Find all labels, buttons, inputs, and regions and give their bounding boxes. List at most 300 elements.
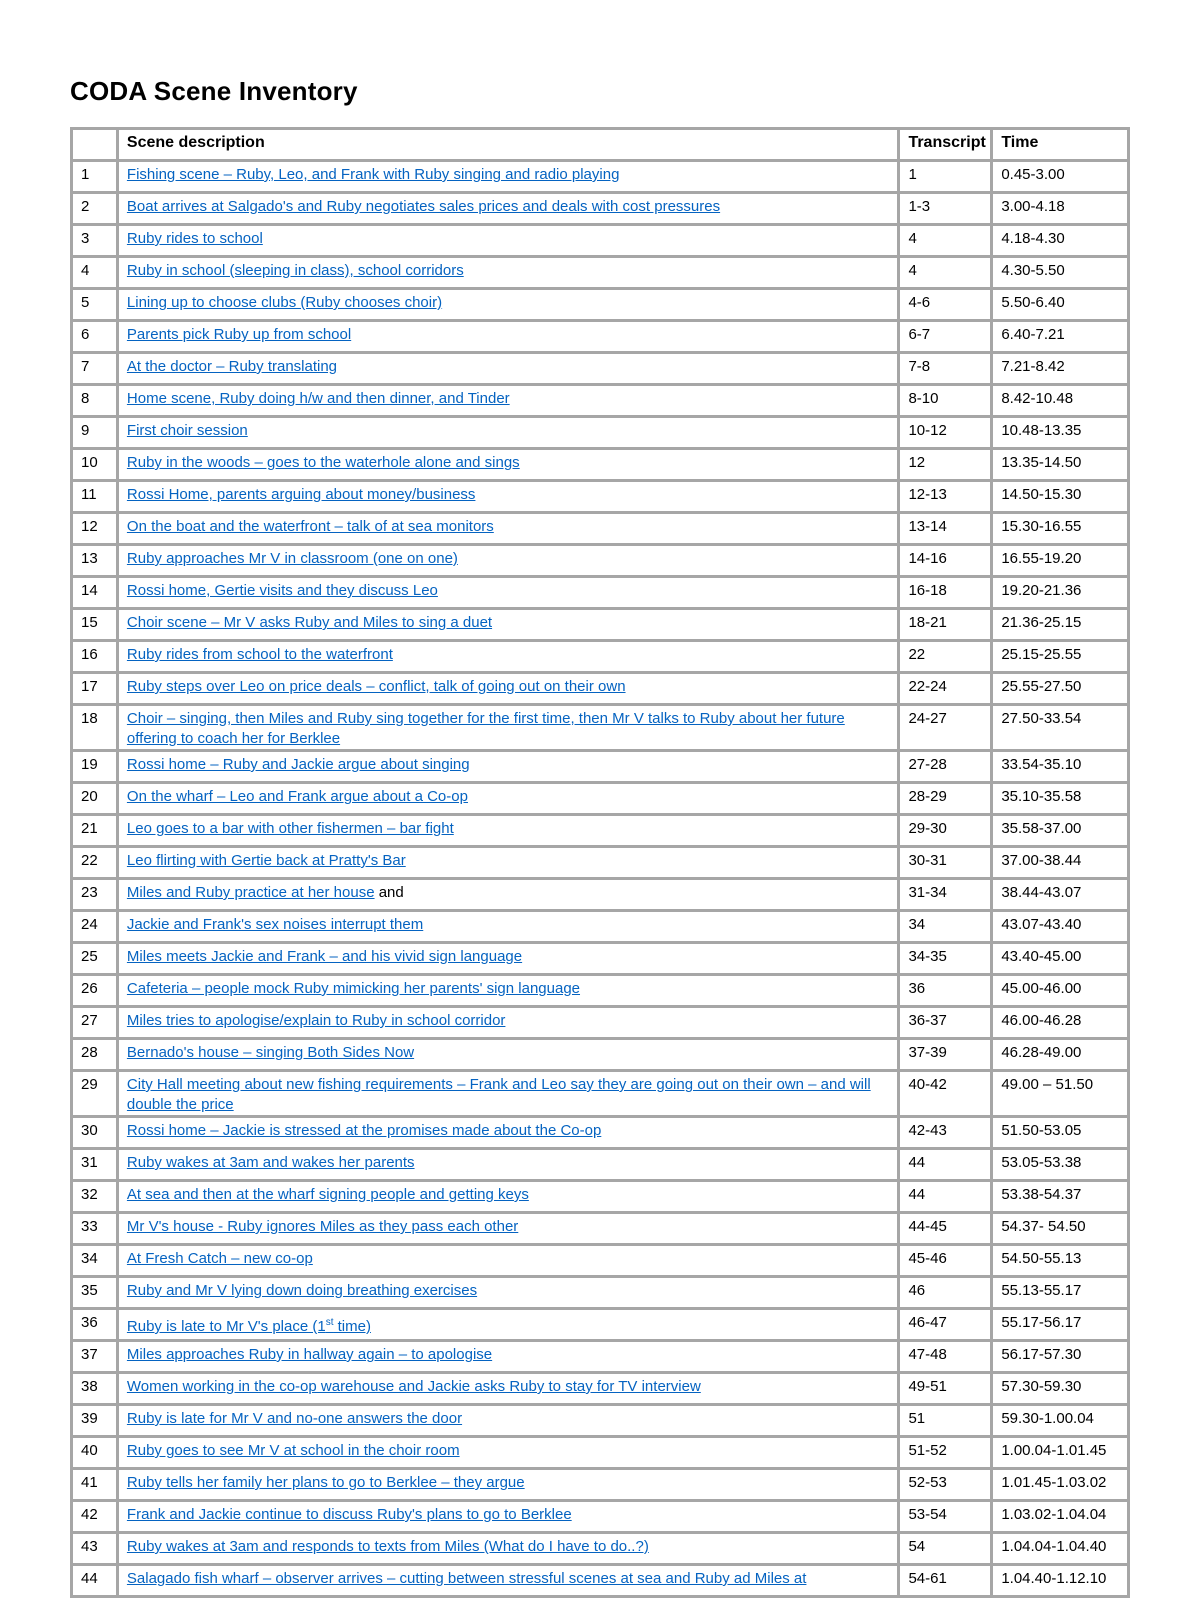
transcript-pages: 44 [899, 1181, 992, 1213]
scene-time: 53.38-54.37 [992, 1181, 1129, 1213]
scene-time: 1.03.02-1.04.04 [992, 1501, 1129, 1533]
scene-description-cell [117, 705, 899, 751]
scene-link-text: Boat arrives at Salgado's and Ruby negotiates sales prices and deals with cost pressures [126, 198, 721, 215]
scene-link[interactable] [127, 518, 494, 535]
scene-time: 54.37- 54.50 [992, 1213, 1129, 1245]
scene-time: 1.04.40-1.12.10 [992, 1565, 1129, 1597]
table-row [72, 449, 1129, 481]
transcript-pages: 1 [899, 161, 992, 193]
table-row [72, 705, 1129, 751]
scene-time: 0.45-3.00 [992, 161, 1129, 193]
scene-time: 4.30-5.50 [992, 257, 1129, 289]
scene-link[interactable] [127, 358, 337, 375]
scene-link-text: Ruby steps over Leo on price deals – conflict, talk of going out on their own [126, 678, 626, 695]
table-row [72, 161, 1129, 193]
transcript-pages: 7-8 [899, 353, 992, 385]
table-row [72, 783, 1129, 815]
scene-link[interactable] [127, 1346, 492, 1363]
scene-link-text: Leo flirting with Gertie back at Pratty's Bar [126, 852, 406, 869]
transcript-pages: 14-16 [899, 545, 992, 577]
scene-link[interactable] [127, 1378, 701, 1395]
scene-description-cell [117, 1071, 899, 1117]
scene-number: 31 [72, 1149, 118, 1181]
scene-link-text: Ruby tells her family her plans to go to Berklee – they argue [126, 1474, 525, 1491]
header-number [72, 129, 118, 161]
scene-link[interactable] [127, 1410, 462, 1427]
table-row [72, 1405, 1129, 1437]
table-row [72, 417, 1129, 449]
transcript-pages: 22-24 [899, 673, 992, 705]
scene-link[interactable] [127, 422, 248, 439]
scene-link[interactable] [127, 1218, 518, 1235]
table-row [72, 481, 1129, 513]
table-row [72, 1533, 1129, 1565]
transcript-pages: 46-47 [899, 1309, 992, 1341]
scene-number: 32 [72, 1181, 118, 1213]
transcript-pages: 47-48 [899, 1341, 992, 1373]
table-row [72, 513, 1129, 545]
scene-description-cell [117, 193, 899, 225]
scene-number: 26 [72, 975, 118, 1007]
scene-link-text: City Hall meeting about new fishing requirements – Frank and Leo say they are going out on their own – and will double the price [126, 1076, 871, 1113]
scene-description-cell [117, 1501, 899, 1533]
scene-link-text: Ruby rides to school [126, 230, 263, 247]
table-row [72, 385, 1129, 417]
scene-time: 10.48-13.35 [992, 417, 1129, 449]
scene-link-text: Mr V's house - Ruby ignores Miles as they pass each other [126, 1218, 519, 1235]
transcript-pages: 22 [899, 641, 992, 673]
scene-description-cell [117, 257, 899, 289]
scene-link[interactable] [127, 1044, 414, 1061]
scene-link[interactable] [127, 1282, 477, 1299]
scene-link[interactable] [127, 1186, 529, 1203]
scene-link-text: Ruby is late for Mr V and no-one answers the door [126, 1410, 463, 1427]
scene-time: 33.54-35.10 [992, 751, 1129, 783]
table-row [72, 1469, 1129, 1501]
scene-description-cell [117, 353, 899, 385]
scene-link-text: Frank and Jackie continue to discuss Ruby's plans to go to Berklee [126, 1506, 572, 1523]
table-row [72, 1245, 1129, 1277]
scene-link-text: Parents pick Ruby up from school [126, 326, 352, 343]
scene-link-text: Leo goes to a bar with other fishermen – bar fight [126, 820, 454, 837]
scene-number: 12 [72, 513, 118, 545]
scene-link[interactable] [127, 820, 454, 837]
scene-number: 36 [72, 1309, 118, 1341]
scene-link[interactable] [127, 614, 492, 631]
scene-description-cell [117, 225, 899, 257]
transcript-pages: 44 [899, 1149, 992, 1181]
scene-number: 8 [72, 385, 118, 417]
table-row [72, 225, 1129, 257]
scene-description-cell [117, 481, 899, 513]
scene-number: 28 [72, 1039, 118, 1071]
scene-link[interactable] [127, 980, 580, 997]
scene-description-cell [117, 1309, 899, 1341]
scene-description-cell [117, 1469, 899, 1501]
transcript-pages: 6-7 [899, 321, 992, 353]
scene-time: 1.01.45-1.03.02 [992, 1469, 1129, 1501]
scene-time: 3.00-4.18 [992, 193, 1129, 225]
scene-description-cell [117, 847, 899, 879]
table-row [72, 1309, 1129, 1341]
transcript-pages: 28-29 [899, 783, 992, 815]
scene-number: 20 [72, 783, 118, 815]
scene-number: 30 [72, 1117, 118, 1149]
scene-link-text: Jackie and Frank's sex noises interrupt them [126, 916, 424, 933]
scene-number: 38 [72, 1373, 118, 1405]
transcript-pages: 24-27 [899, 705, 992, 751]
document-title: CODA Scene Inventory [70, 76, 358, 106]
scene-link-text: Ruby wakes at 3am and wakes her parents [126, 1154, 415, 1171]
transcript-pages: 10-12 [899, 417, 992, 449]
scene-time: 49.00 – 51.50 [992, 1071, 1129, 1117]
transcript-pages: 34 [899, 911, 992, 943]
transcript-pages: 36 [899, 975, 992, 1007]
transcript-pages: 51 [899, 1405, 992, 1437]
table-row [72, 1181, 1129, 1213]
scene-link-text: Women working in the co-op warehouse and Jackie asks Ruby to stay for TV interview [126, 1378, 701, 1395]
scene-link[interactable] [127, 262, 464, 279]
transcript-pages: 29-30 [899, 815, 992, 847]
scene-link[interactable] [127, 1076, 871, 1113]
scene-inventory-table [70, 127, 1130, 1598]
scene-link[interactable] [127, 582, 438, 599]
scene-description-cell [117, 577, 899, 609]
scene-link-text: Rossi home – Jackie is stressed at the promises made about the Co-op [126, 1122, 602, 1139]
scene-link[interactable] [127, 550, 458, 567]
transcript-pages: 52-53 [899, 1469, 992, 1501]
transcript-pages: 1-3 [899, 193, 992, 225]
scene-time: 1.00.04-1.01.45 [992, 1437, 1129, 1469]
scene-time: 55.13-55.17 [992, 1277, 1129, 1309]
transcript-pages: 42-43 [899, 1117, 992, 1149]
scene-number: 37 [72, 1341, 118, 1373]
scene-link[interactable] [127, 1474, 525, 1491]
scene-link[interactable] [127, 1442, 460, 1459]
scene-description-cell [117, 943, 899, 975]
scene-time: 54.50-55.13 [992, 1245, 1129, 1277]
scene-link[interactable] [127, 166, 620, 183]
scene-description-cell [117, 513, 899, 545]
scene-link[interactable] [127, 294, 442, 311]
scene-number: 14 [72, 577, 118, 609]
scene-description-cell [117, 1341, 899, 1373]
transcript-pages: 36-37 [899, 1007, 992, 1039]
table-row [72, 751, 1129, 783]
scene-link[interactable] [127, 1250, 313, 1267]
table-row [72, 1117, 1129, 1149]
scene-link[interactable] [127, 852, 406, 869]
transcript-pages: 53-54 [899, 1501, 992, 1533]
scene-link[interactable] [127, 486, 476, 503]
scene-link[interactable] [127, 788, 468, 805]
scene-number: 5 [72, 289, 118, 321]
transcript-pages: 4-6 [899, 289, 992, 321]
scene-link[interactable] [127, 1318, 371, 1335]
scene-time: 7.21-8.42 [992, 353, 1129, 385]
scene-description-cell [117, 783, 899, 815]
transcript-pages: 4 [899, 225, 992, 257]
scene-number: 7 [72, 353, 118, 385]
table-row [72, 1277, 1129, 1309]
table-row [72, 321, 1129, 353]
scene-link[interactable] [127, 1012, 506, 1029]
scene-number: 11 [72, 481, 118, 513]
scene-link-text: Ruby is late to Mr V's place (1 [126, 1318, 326, 1335]
scene-number: 39 [72, 1405, 118, 1437]
scene-description-cell [117, 1437, 899, 1469]
scene-link-text: First choir session [126, 422, 248, 439]
scene-description-cell [117, 1181, 899, 1213]
transcript-pages: 16-18 [899, 577, 992, 609]
scene-link[interactable] [127, 454, 520, 471]
scene-time: 53.05-53.38 [992, 1149, 1129, 1181]
scene-number: 17 [72, 673, 118, 705]
scene-description-cell [117, 1213, 899, 1245]
scene-description-cell [117, 609, 899, 641]
scene-link-text: Salagado fish wharf – observer arrives – cutting between stressful scenes at sea and Ruby ad Miles at [126, 1570, 807, 1587]
scene-description-cell [117, 1007, 899, 1039]
table-row [72, 1501, 1129, 1533]
scene-description-cell [117, 673, 899, 705]
scene-link[interactable] [127, 756, 470, 773]
transcript-pages: 34-35 [899, 943, 992, 975]
table-row [72, 1565, 1129, 1597]
scene-link[interactable] [127, 916, 423, 933]
header-time: Time [992, 129, 1129, 161]
scene-number: 4 [72, 257, 118, 289]
table-row [72, 911, 1129, 943]
transcript-pages: 12 [899, 449, 992, 481]
table-row [72, 975, 1129, 1007]
scene-time: 8.42-10.48 [992, 385, 1129, 417]
scene-description-cell [117, 545, 899, 577]
scene-description-cell [117, 751, 899, 783]
scene-link-text: On the boat and the waterfront – talk of at sea monitors [126, 518, 494, 535]
scene-link-text: Miles meets Jackie and Frank – and his vivid sign language [126, 948, 523, 965]
scene-time: 43.40-45.00 [992, 943, 1129, 975]
scene-number: 22 [72, 847, 118, 879]
scene-description-cell [117, 1405, 899, 1437]
scene-link-text-tail: time) [333, 1318, 371, 1335]
scene-number: 21 [72, 815, 118, 847]
scene-description-cell [117, 911, 899, 943]
scene-link-text: Rossi home, Gertie visits and they discuss Leo [126, 582, 438, 599]
scene-time: 56.17-57.30 [992, 1341, 1129, 1373]
table-row [72, 673, 1129, 705]
transcript-pages: 4 [899, 257, 992, 289]
scene-link-text: Ruby approaches Mr V in classroom (one on one) [126, 550, 458, 567]
scene-number: 25 [72, 943, 118, 975]
table-row [72, 1213, 1129, 1245]
scene-link-text: Ruby wakes at 3am and responds to texts from Miles (What do I have to do..?) [126, 1538, 649, 1555]
table-row [72, 1007, 1129, 1039]
transcript-pages: 40-42 [899, 1071, 992, 1117]
scene-link[interactable] [127, 198, 720, 215]
scene-description-cell [117, 385, 899, 417]
transcript-pages: 8-10 [899, 385, 992, 417]
scene-link[interactable] [127, 646, 393, 663]
scene-time: 51.50-53.05 [992, 1117, 1129, 1149]
scene-time: 25.55-27.50 [992, 673, 1129, 705]
scene-link-text: Choir – singing, then Miles and Ruby sing together for the first time, then Mr V talks to Ruby about her future offering to coach her for Berklee [126, 710, 845, 747]
table-row [72, 353, 1129, 385]
scene-time: 5.50-6.40 [992, 289, 1129, 321]
scene-number: 44 [72, 1565, 118, 1597]
table-row [72, 1437, 1129, 1469]
scene-link-text: Ruby in school (sleeping in class), school corridors [126, 262, 464, 279]
scene-number: 2 [72, 193, 118, 225]
scene-time: 55.17-56.17 [992, 1309, 1129, 1341]
scene-link-text: Ruby and Mr V lying down doing breathing exercises [126, 1282, 478, 1299]
scene-number: 34 [72, 1245, 118, 1277]
scene-time: 13.35-14.50 [992, 449, 1129, 481]
scene-number: 9 [72, 417, 118, 449]
scene-number: 40 [72, 1437, 118, 1469]
transcript-pages: 46 [899, 1277, 992, 1309]
scene-link[interactable] [127, 884, 375, 901]
scene-link[interactable] [127, 1506, 572, 1523]
scene-description-cell [117, 1565, 899, 1597]
table-row [72, 879, 1129, 911]
scene-time: 59.30-1.00.04 [992, 1405, 1129, 1437]
scene-link-text: At the doctor – Ruby translating [126, 358, 338, 375]
scene-time: 57.30-59.30 [992, 1373, 1129, 1405]
scene-link[interactable] [127, 710, 845, 747]
scene-link[interactable] [127, 948, 522, 965]
scene-link-text: Lining up to choose clubs (Ruby chooses choir) [126, 294, 443, 311]
scene-description-cell [117, 879, 899, 911]
scene-description-cell [117, 289, 899, 321]
scene-number: 15 [72, 609, 118, 641]
scene-link[interactable] [127, 390, 510, 407]
scene-number: 29 [72, 1071, 118, 1117]
table-row [72, 577, 1129, 609]
transcript-pages: 54-61 [899, 1565, 992, 1597]
scene-description-cell [117, 815, 899, 847]
table-row [72, 1149, 1129, 1181]
scene-number: 13 [72, 545, 118, 577]
table-row [72, 545, 1129, 577]
scene-time: 43.07-43.40 [992, 911, 1129, 943]
scene-description-cell [117, 1149, 899, 1181]
transcript-pages: 18-21 [899, 609, 992, 641]
scene-description-cell [117, 1533, 899, 1565]
plain-text: and [374, 884, 404, 901]
scene-number: 23 [72, 879, 118, 911]
scene-link[interactable] [127, 1154, 415, 1171]
scene-description-cell [117, 417, 899, 449]
scene-number: 6 [72, 321, 118, 353]
table-row [72, 641, 1129, 673]
table-row [72, 847, 1129, 879]
table-row [72, 289, 1129, 321]
scene-number: 1 [72, 161, 118, 193]
scene-number: 18 [72, 705, 118, 751]
scene-link-text: Bernado's house – singing Both Sides Now [126, 1044, 415, 1061]
superscript: st [325, 1317, 334, 1328]
scene-number: 19 [72, 751, 118, 783]
scene-time: 38.44-43.07 [992, 879, 1129, 911]
scene-number: 41 [72, 1469, 118, 1501]
scene-description-cell [117, 449, 899, 481]
scene-link[interactable] [127, 1538, 649, 1555]
scene-number: 43 [72, 1533, 118, 1565]
header-transcript: Transcript [899, 129, 992, 161]
scene-number: 35 [72, 1277, 118, 1309]
scene-link-text: Miles approaches Ruby in hallway again – to apologise [126, 1346, 493, 1363]
table-row [72, 609, 1129, 641]
scene-link-text: Miles and Ruby practice at her house [126, 884, 375, 901]
scene-link[interactable] [127, 326, 351, 343]
scene-number: 10 [72, 449, 118, 481]
scene-link-text: Choir scene – Mr V asks Ruby and Miles to sing a duet [126, 614, 493, 631]
scene-link-text: Fishing scene – Ruby, Leo, and Frank with Ruby singing and radio playing [126, 166, 620, 183]
scene-link-text: Cafeteria – people mock Ruby mimicking her parents' sign language [126, 980, 581, 997]
table-row [72, 1071, 1129, 1117]
table-row [72, 1341, 1129, 1373]
transcript-pages: 13-14 [899, 513, 992, 545]
table-row [72, 257, 1129, 289]
scene-description-cell [117, 975, 899, 1007]
table-row [72, 943, 1129, 975]
scene-link[interactable] [127, 1570, 807, 1587]
scene-link[interactable] [127, 1122, 601, 1139]
table-row [72, 815, 1129, 847]
scene-link-text: Ruby in the woods – goes to the waterhole alone and sings [126, 454, 520, 471]
scene-time: 45.00-46.00 [992, 975, 1129, 1007]
scene-time: 19.20-21.36 [992, 577, 1129, 609]
scene-description-cell [117, 1373, 899, 1405]
table-body [72, 161, 1129, 1597]
scene-link-text: Ruby goes to see Mr V at school in the choir room [126, 1442, 460, 1459]
scene-link[interactable] [127, 230, 263, 247]
scene-link-text: Home scene, Ruby doing h/w and then dinner, and Tinder [126, 390, 510, 407]
scene-description-cell [117, 1245, 899, 1277]
scene-time: 25.15-25.55 [992, 641, 1129, 673]
header-scene-description: Scene description [117, 129, 899, 161]
scene-number: 27 [72, 1007, 118, 1039]
scene-time: 46.00-46.28 [992, 1007, 1129, 1039]
scene-time: 1.04.04-1.04.40 [992, 1533, 1129, 1565]
scene-description-cell [117, 1039, 899, 1071]
scene-link-text: On the wharf – Leo and Frank argue about a Co-op [126, 788, 468, 805]
scene-number: 42 [72, 1501, 118, 1533]
scene-time: 35.10-35.58 [992, 783, 1129, 815]
scene-time: 27.50-33.54 [992, 705, 1129, 751]
scene-time: 35.58-37.00 [992, 815, 1129, 847]
scene-link-text: Rossi home – Ruby and Jackie argue about singing [126, 756, 470, 773]
scene-description-cell [117, 321, 899, 353]
transcript-pages: 31-34 [899, 879, 992, 911]
scene-link-text: At sea and then at the wharf signing people and getting keys [126, 1186, 529, 1203]
scene-time: 37.00-38.44 [992, 847, 1129, 879]
scene-time: 14.50-15.30 [992, 481, 1129, 513]
table-header-row [72, 129, 1129, 161]
transcript-pages: 54 [899, 1533, 992, 1565]
transcript-pages: 44-45 [899, 1213, 992, 1245]
scene-time: 6.40-7.21 [992, 321, 1129, 353]
scene-time: 15.30-16.55 [992, 513, 1129, 545]
scene-link-text: Rossi Home, parents arguing about money/business [126, 486, 476, 503]
scene-description-cell [117, 161, 899, 193]
table-row [72, 193, 1129, 225]
scene-time: 21.36-25.15 [992, 609, 1129, 641]
transcript-pages: 45-46 [899, 1245, 992, 1277]
scene-link[interactable] [127, 678, 626, 695]
transcript-pages: 51-52 [899, 1437, 992, 1469]
scene-link-text: At Fresh Catch – new co-op [126, 1250, 313, 1267]
